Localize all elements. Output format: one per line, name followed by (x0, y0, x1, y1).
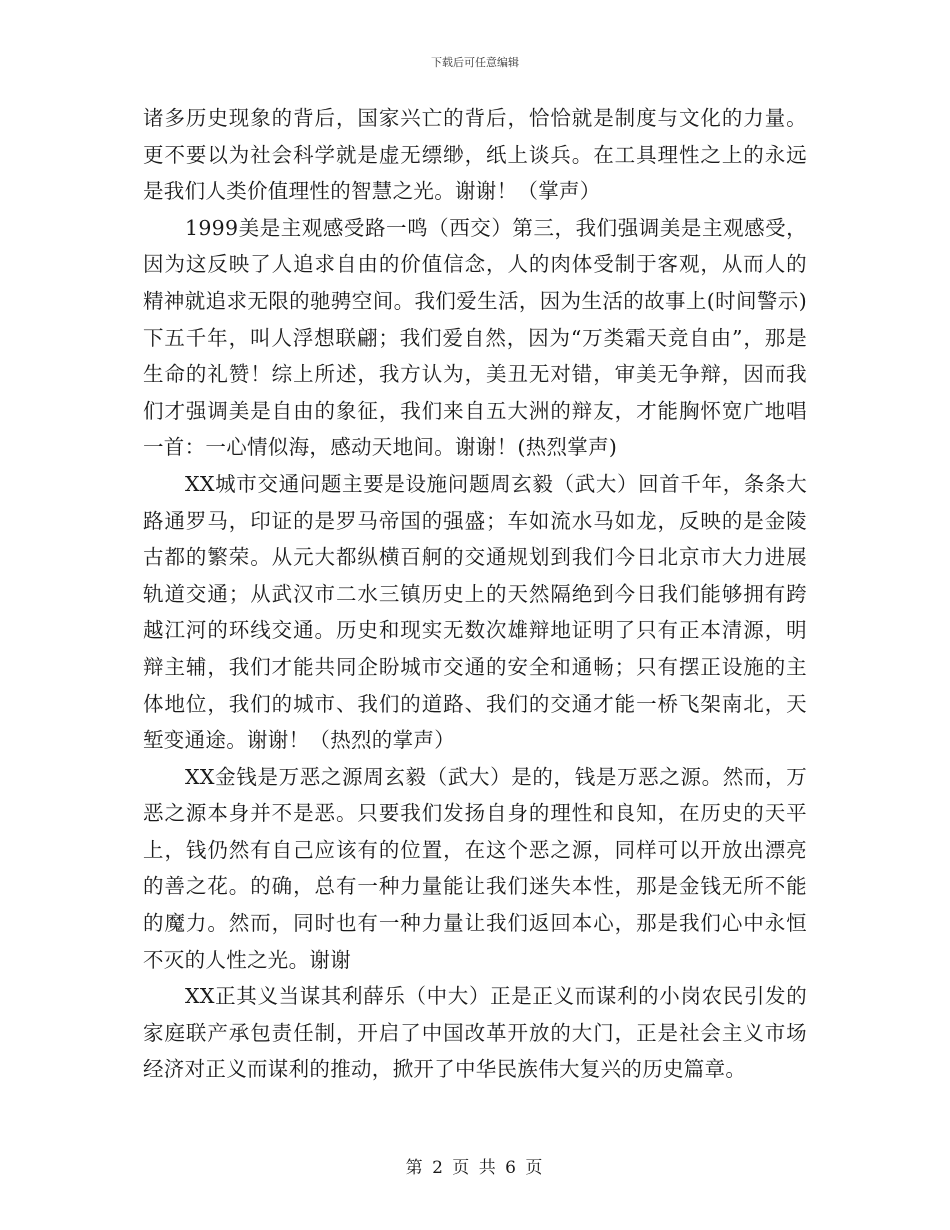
page-number-footer: 第 2 页 共 6 页 (405, 1158, 545, 1178)
paragraph-5: XX正其义当谋其利薛乐（中大）正是正义而谋利的小岗农民引发的家庭联产承包责任制，开启了中国改革开放的大门，正是社会主义市场经济对正义而谋利的推动，掀开了中华民族伟大复兴的历史篇章。 (143, 984, 807, 1082)
paragraph-4: XX金钱是万恶之源周玄毅（武大）是的，钱是万恶之源。然而，万恶之源本身并不是恶。只要我们发扬自身的理性和良知，在历史的天平上，钱仍然有自己应该有的位置，在这个恶之源，同样可以开放出漂亮的善之花。的确，总有一种力量能让我们迷失本性，那是金钱无所不能的魔力。然而，同时也有一种力量让我们返回本心，那是我们心中永恒不灭的人性之光。谢谢 (143, 764, 807, 972)
document-body (143, 100, 807, 1088)
paragraph-2: 1999美是主观感受路一鸣（西交）第三，我们强调美是主观感受，因为这反映了人追求自由的价值信念，人的肉体受制于客观，从而人的精神就追求无限的驰骋空间。我们爱生活，因为生活的故事上(时间警示)下五千年，叫人浮想联翩；我们爱自然，因为“万类霜天竞自由”，那是生命的礼赞！综上所述，我方认为，美丑无对错，审美无争辩，因而我们才强调美是自由的象征，我们来自五大洲的辩友，才能胸怀宽广地唱一首：一心情似海，感动天地间。谢谢！(热烈掌声) (143, 215, 807, 460)
paragraph-1: 诸多历史现象的背后，国家兴亡的背后，恰恰就是制度与文化的力量。更不要以为社会科学就是虚无缥缈，纸上谈兵。在工具理性之上的永远是我们人类价值理性的智慧之光。谢谢！（掌声） (143, 106, 807, 204)
paragraph-3: XX城市交通问题主要是设施问题周玄毅（武大）回首千年，条条大路通罗马，印证的是罗马帝国的强盛；车如流水马如龙，反映的是金陵古都的繁荣。从元大都纵横百舸的交通规划到我们今日北京市大力进展轨道交通；从武汉市二水三镇历史上的天然隔绝到今日我们能够拥有跨越江河的环线交通。历史和现实无数次雄辩地证明了只有正本清源，明辩主辅，我们才能共同企盼城市交通的安全和通畅；只有摆正设施的主体地位，我们的城市、我们的道路、我们的交通才能一桥飞架南北，天堑变通途。谢谢！（热烈的掌声） (143, 471, 807, 753)
page-header: 下载后可任意编辑 (431, 56, 519, 69)
